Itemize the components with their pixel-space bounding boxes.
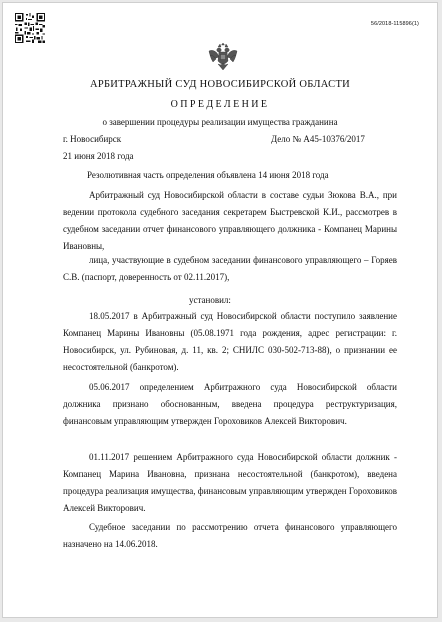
paragraph-3: 18.05.2017 в Арбитражный суд Новосибирской области поступило заявление Компанец Марины Ивановны (05.08.1971 года рождения, адрес регистрации: г. Новосибирск, ул. Рубиновая, д. 11, кв. 2; СНИЛС 030-502-713-88), о признании ее несостоятельной (банкротом).	[63, 311, 397, 372]
established-heading: установил:	[189, 295, 231, 305]
announcement-line: Резолютивная часть определения объявлена 14 июня 2018 года	[87, 170, 329, 180]
document-type: ОПРЕДЕЛЕНИЕ	[170, 99, 270, 110]
paragraph-2: лица, участвующие в судебном заседании финансового управляющего – Горяев С.В. (паспорт, доверенность от 02.11.2017),	[63, 255, 397, 282]
qr-code-icon	[15, 13, 45, 43]
document-subject: о завершении процедуры реализации имущества гражданина	[102, 117, 338, 127]
paragraph-6: Судебное заседании по рассмотрению отчета финансового управляющего назначено на 14.06.2018.	[63, 522, 397, 549]
paragraph-5: 01.11.2017 решением Арбитражного суда Новосибирской области должник - Компанец Марина Ивановна, признана несостоятельной (банкротом), введена процедура реализация имущества, финансовым управляющим утвержден Гороховиков Алексей Викторович.	[63, 452, 397, 513]
paragraph-1: Арбитражный суд Новосибирской области в составе судьи Зюкова В.А., при ведении протокола судебного заседания секретарем Быстревской К.И., рассмотрев в судебном заседании отчет финансового управляющего должника - Компанец Марины Ивановны,	[63, 190, 397, 251]
city: г. Новосибирск	[63, 134, 122, 144]
case-number: Дело № А45-10376/2017	[271, 134, 365, 144]
coat-of-arms-icon	[207, 43, 239, 73]
document-number: 56/2018-115896(1)	[370, 21, 419, 27]
document-page	[2, 2, 438, 618]
decision-date: 21 июня 2018 года	[63, 151, 134, 161]
paragraph-4: 05.06.2017 определением Арбитражного суда Новосибирской области должника признано обоснованным, введена процедура реструктуризация, финансовым управляющим утвержден Гороховиков Алексей Викторович.	[63, 382, 397, 426]
court-name: АРБИТРАЖНЫЙ СУД НОВОСИБИРСКОЙ ОБЛАСТИ	[89, 79, 351, 90]
